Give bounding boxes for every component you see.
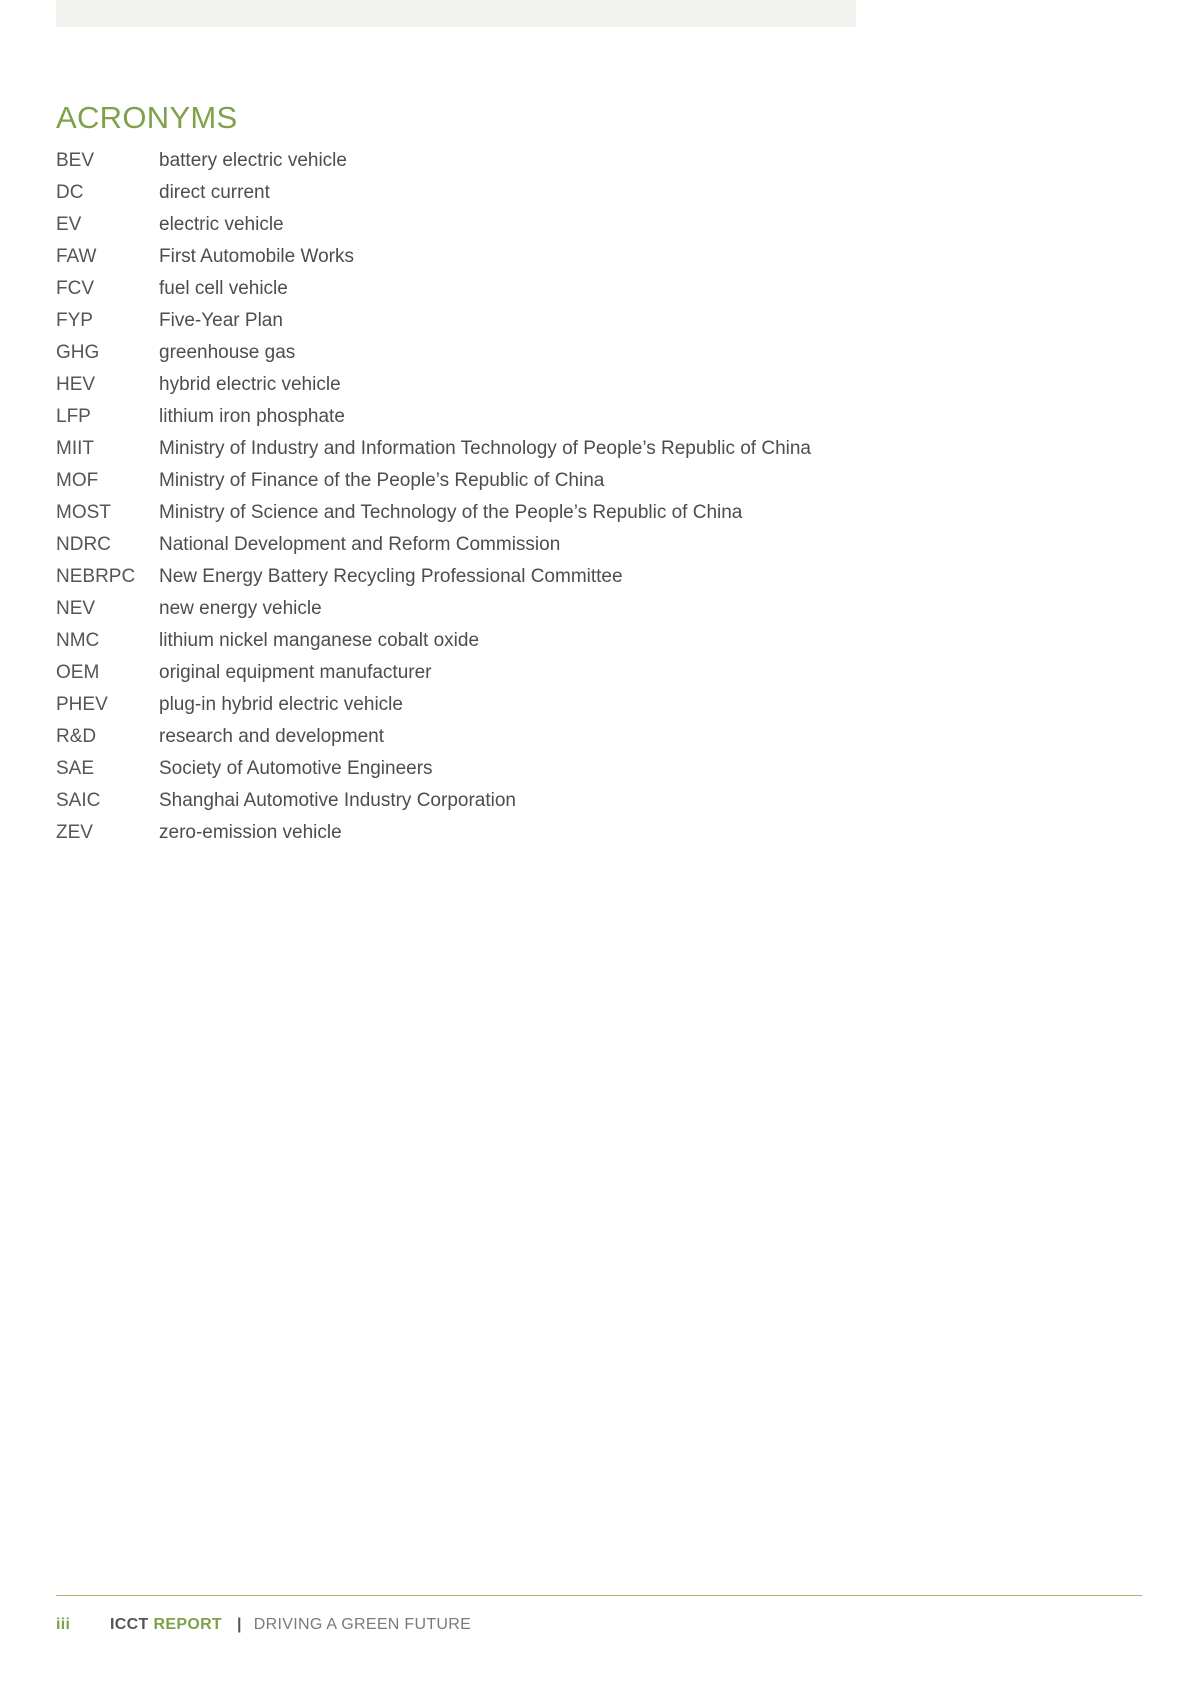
acronym-definition: direct current	[159, 182, 270, 203]
acronym-definition: Five-Year Plan	[159, 310, 283, 331]
acronym-definition: new energy vehicle	[159, 598, 322, 619]
acronym-row	[56, 180, 816, 206]
acronym-abbreviation: NEV	[56, 598, 96, 619]
acronym-row	[56, 692, 816, 718]
acronym-abbreviation: NDRC	[56, 534, 111, 555]
acronym-definition: plug-in hybrid electric vehicle	[159, 694, 403, 715]
acronym-definition: original equipment manufacturer	[159, 662, 432, 683]
footer-document-title: DRIVING A GREEN FUTURE	[253, 1616, 472, 1633]
acronym-abbreviation: R&D	[56, 726, 97, 747]
acronym-definition: hybrid electric vehicle	[159, 374, 341, 395]
acronym-list	[56, 148, 816, 852]
acronym-row	[56, 628, 816, 654]
acronym-row	[56, 148, 816, 174]
acronym-definition: fuel cell vehicle	[159, 278, 288, 299]
footer-org: ICCT	[110, 1616, 149, 1633]
acronym-row	[56, 564, 816, 590]
acronym-definition: lithium nickel manganese cobalt oxide	[159, 630, 480, 651]
page-footer	[56, 1613, 471, 1637]
footer-divider	[56, 1595, 1142, 1596]
acronym-definition: First Automobile Works	[159, 246, 354, 267]
acronym-definition: research and development	[159, 726, 384, 747]
acronym-row	[56, 340, 816, 366]
acronym-abbreviation: MOF	[56, 470, 99, 491]
acronym-abbreviation: ZEV	[56, 822, 93, 843]
acronym-abbreviation: NEBRPC	[56, 566, 136, 587]
acronym-abbreviation: LFP	[56, 406, 91, 427]
acronym-row	[56, 532, 816, 558]
acronym-definition: Ministry of Science and Technology of the People’s Republic of China	[159, 502, 743, 523]
acronym-abbreviation: BEV	[56, 150, 95, 171]
acronym-row	[56, 436, 816, 462]
acronym-definition: New Energy Battery Recycling Professional Committee	[159, 566, 623, 587]
acronym-abbreviation: MOST	[56, 502, 111, 523]
footer-separator: |	[237, 1616, 242, 1633]
acronym-row	[56, 212, 816, 238]
acronym-definition: Society of Automotive Engineers	[159, 758, 433, 779]
acronym-definition: zero-emission vehicle	[159, 822, 342, 843]
acronym-abbreviation: OEM	[56, 662, 100, 683]
acronym-definition: greenhouse gas	[159, 342, 296, 363]
acronym-row	[56, 500, 816, 526]
acronym-definition: battery electric vehicle	[159, 150, 347, 171]
acronym-definition: National Development and Reform Commission	[159, 534, 561, 555]
acronym-abbreviation: GHG	[56, 342, 100, 363]
acronym-row	[56, 820, 816, 846]
acronym-definition: Shanghai Automotive Industry Corporation	[159, 790, 516, 811]
footer-report-label: REPORT	[153, 1616, 223, 1633]
acronym-definition: Ministry of Finance of the People’s Republic of China	[159, 470, 605, 491]
acronym-row	[56, 596, 816, 622]
acronym-abbreviation: EV	[56, 214, 82, 235]
acronym-row	[56, 244, 816, 270]
acronym-row	[56, 788, 816, 814]
acronym-abbreviation: DC	[56, 182, 84, 203]
acronym-row	[56, 724, 816, 750]
acronym-abbreviation: FCV	[56, 278, 94, 299]
page-title: ACRONYMS	[56, 100, 238, 135]
acronym-row	[56, 468, 816, 494]
acronym-abbreviation: NMC	[56, 630, 100, 651]
acronym-row	[56, 404, 816, 430]
acronym-abbreviation: PHEV	[56, 694, 108, 715]
top-shaded-band	[56, 0, 856, 27]
acronym-row	[56, 372, 816, 398]
acronym-abbreviation: HEV	[56, 374, 96, 395]
acronym-definition: Ministry of Industry and Information Technology of People’s Republic of China	[159, 438, 811, 459]
acronym-abbreviation: FAW	[56, 246, 97, 267]
acronym-row	[56, 756, 816, 782]
acronym-row	[56, 276, 816, 302]
acronym-row	[56, 660, 816, 686]
acronym-abbreviation: SAIC	[56, 790, 101, 811]
acronym-definition: lithium iron phosphate	[159, 406, 345, 427]
acronym-abbreviation: MIIT	[56, 438, 94, 459]
page-number: iii	[56, 1616, 71, 1633]
acronym-definition: electric vehicle	[159, 214, 284, 235]
acronym-abbreviation: FYP	[56, 310, 93, 331]
acronym-row	[56, 308, 816, 334]
acronym-abbreviation: SAE	[56, 758, 95, 779]
